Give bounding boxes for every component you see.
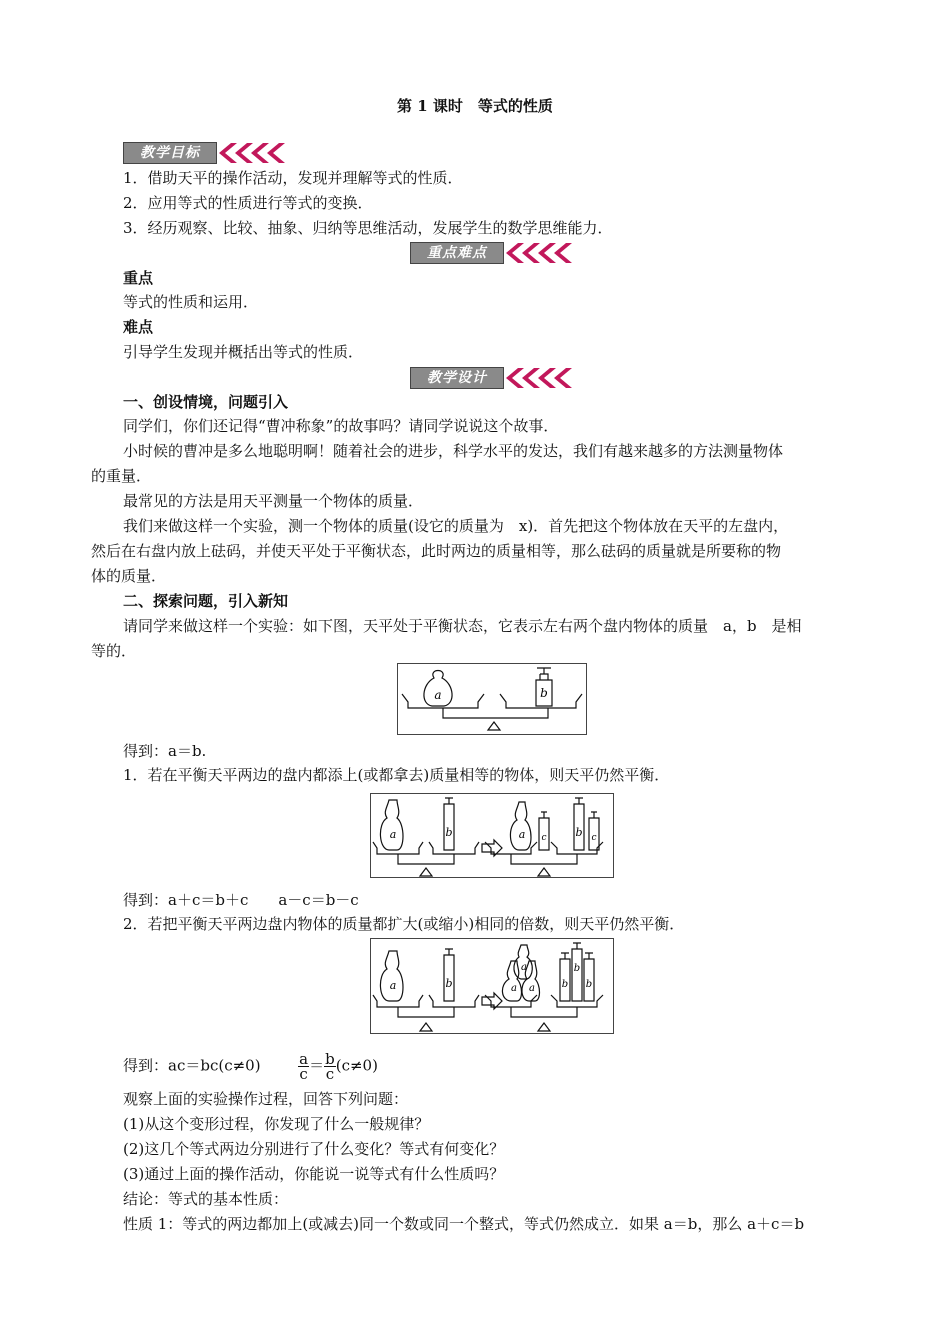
- paragraph-line: 请同学来做这样一个实验：如下图，天平处于平衡状态，它表示左右两个盘内物体的质量 a，b 是相: [123, 617, 802, 635]
- denominator: c: [299, 1065, 308, 1083]
- result-2-multiply: 得到：ac＝bc(c≠0): [123, 1056, 261, 1075]
- label-b: b: [445, 826, 453, 839]
- label-a: a: [529, 983, 535, 994]
- label-a: a: [389, 828, 397, 841]
- numerator: b: [325, 1050, 335, 1068]
- page-title: 第 1 课时 等式的性质: [397, 97, 553, 115]
- conclusion-line: 结论：等式的基本性质：: [123, 1190, 289, 1208]
- fraction-b-over-c: [324, 1052, 336, 1081]
- label-b: b: [445, 977, 453, 990]
- label-b: b: [573, 963, 581, 974]
- paragraph-line: 的重量．: [91, 467, 152, 485]
- balance-multiply-icon: [371, 939, 613, 1033]
- difficulty-text: 引导学生发现并概括出等式的性质．: [123, 343, 364, 361]
- label-c: c: [541, 833, 547, 843]
- label-b: b: [585, 979, 593, 990]
- rule-1: 1．若在平衡天平两边的盘内都添上(或都拿去)质量相等的物体，则天平仍然平衡．: [123, 766, 670, 784]
- chevrons-icon: [219, 143, 289, 163]
- label-a: a: [518, 828, 526, 841]
- question-1: (1)从这个变形过程，你发现了什么一般规律？: [123, 1115, 430, 1133]
- result-2: [123, 1052, 378, 1081]
- balance-scale-icon: [398, 664, 586, 734]
- label-a: a: [511, 983, 517, 994]
- question-2: (2)这几个等式两边分别进行了什么变化？等式有何变化？: [123, 1140, 505, 1158]
- balance-figure-1: [397, 663, 587, 735]
- label-a: a: [434, 688, 442, 702]
- paragraph-line: 同学们，你们还记得“曹冲称象”的故事吗？请同学说说这个故事．: [123, 417, 559, 435]
- part1-heading: 一、创设情境，问题引入: [123, 393, 289, 411]
- label-b: b: [561, 979, 569, 990]
- focus-text: 等式的性质和运用．: [123, 293, 259, 311]
- goal-2: 2．应用等式的性质进行等式的变换．: [123, 194, 373, 212]
- goal-1: 1．借助天平的操作活动，发现并理解等式的性质．: [123, 169, 463, 187]
- paragraph-line: 体的质量．: [91, 567, 167, 585]
- fraction-a-over-c: [298, 1052, 309, 1081]
- section-badge-goals: [123, 142, 293, 164]
- section-label: 教学设计: [410, 367, 504, 389]
- section-label: 重点难点: [410, 242, 504, 264]
- section-badge-key: [410, 242, 580, 264]
- condition: (c≠0): [335, 1056, 378, 1075]
- equals-sign: ＝: [309, 1056, 325, 1075]
- property-1: 性质 1：等式的两边都加上(或减去)同一个数或同一个整式，等式仍然成立．如果 a＝b，那么 a＋c＝b: [123, 1215, 805, 1233]
- balance-figure-3: [370, 938, 614, 1034]
- balance-figure-2: [370, 793, 614, 878]
- label-c: c: [591, 833, 597, 843]
- goal-3: 3．经历观察、比较、抽象、归纳等思维活动，发展学生的数学思维能力．: [123, 219, 613, 237]
- rule-2: 2．若把平衡天平两边盘内物体的质量都扩大(或缩小)相同的倍数，则天平仍然平衡．: [123, 915, 685, 933]
- numerator: a: [299, 1050, 309, 1068]
- label-b: b: [575, 826, 583, 839]
- paragraph-line: 等的．: [91, 642, 137, 660]
- balance-add-icon: [371, 794, 613, 877]
- result-0: 得到：a＝b.: [123, 742, 207, 760]
- section-badge-design: [410, 367, 580, 389]
- label-a: a: [389, 979, 397, 992]
- result-1: 得到：a＋c＝b＋c a－c＝b－c: [123, 891, 359, 909]
- paragraph-line: 然后在右盘内放上砝码，并使天平处于平衡状态，此时两边的质量相等，那么砝码的质量就是所要称的物: [91, 542, 782, 560]
- denominator: c: [325, 1065, 335, 1083]
- section-label: 教学目标: [123, 142, 217, 164]
- paragraph-line: 我们来做这样一个实验，测一个物体的质量(设它的质量为 x)．首先把这个物体放在天平的左盘内，: [123, 517, 789, 535]
- part2-heading: 二、探索问题，引入新知: [123, 592, 289, 610]
- chevrons-icon: [506, 368, 576, 388]
- chevrons-icon: [506, 243, 576, 263]
- paragraph-line: 最常见的方法是用天平测量一个物体的质量．: [123, 492, 424, 510]
- difficulty-heading: 难点: [123, 318, 154, 336]
- label-a: a: [521, 962, 527, 973]
- paragraph-line: 小时候的曹冲是多么地聪明啊！随着社会的进步，科学水平的发达，我们有越来越多的方法测量物体: [123, 442, 784, 460]
- observe-line: 观察上面的实验操作过程，回答下列问题：: [123, 1090, 409, 1108]
- label-b: b: [540, 686, 548, 700]
- focus-heading: 重点: [123, 269, 154, 287]
- question-3: (3)通过上面的操作活动，你能说一说等式有什么性质吗？: [123, 1165, 505, 1183]
